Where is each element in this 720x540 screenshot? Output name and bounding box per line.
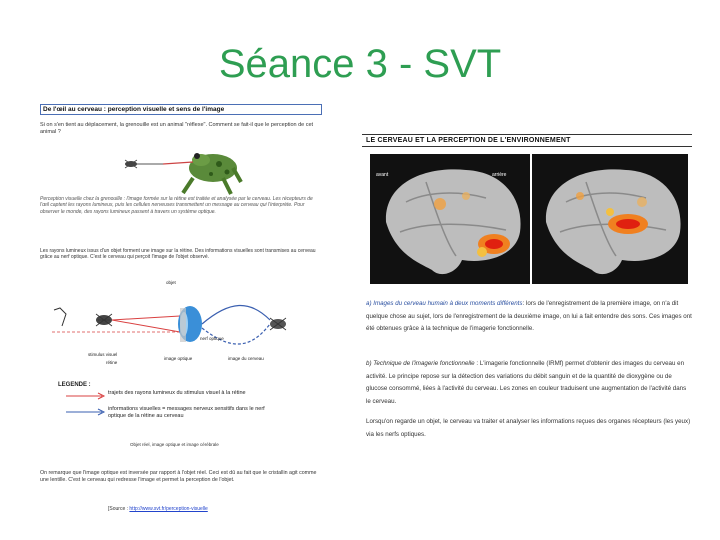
- object-insect-icon: [96, 314, 112, 326]
- label-optic-image: image optique: [164, 356, 193, 361]
- brain-1-back-label: arrière: [492, 172, 507, 178]
- paragraph-a-body: : lors de l'enregistrement de la première image, on n'a dit quelque chose au sujet, lors de l'enregistrement de la deuxième image, on lui a fait entendre des sons. Ces images ont été obtenues grâce à la technique de l'imagerie fonctionnelle.: [366, 300, 692, 332]
- label-nerve: nerf optique: [200, 336, 224, 341]
- brain-1-front-label: avant: [376, 172, 389, 178]
- label-retina: rétine: [106, 360, 118, 365]
- left-doc-paragraph-2: Les rayons lumineux issus d'un objet forment une image sur la rétine. Des informations visuelles sont transmises au cerveau grâce au nerf optique. C'est le cerveau qui perçoit l'image de l'objet observé.: [40, 248, 316, 261]
- left-doc-intro: Si on s'en tient au déplacement, la grenouille est un animal "réflexe". Comment se fait-il que le perception de cet animal ?: [40, 122, 314, 135]
- left-document: [38, 104, 324, 518]
- legend-title: LEGENDE :: [58, 382, 91, 388]
- left-doc-conclusion: On remarque que l'image optique est inversée par rapport à l'objet réel. Ceci est dû au fait que le cristallin agit comme une lentille. C'est le cerveau qui redresse l'image et permet la perception de l'objet.: [40, 470, 317, 483]
- label-stimulus: stimulus visuel: [88, 352, 118, 357]
- figure-caption: Objet réel, image optique et image cérébrale: [130, 442, 219, 447]
- frog-illustration: [123, 138, 243, 198]
- left-doc-paragraph-1: Perception visuelle chez la grenouille : l'image formée sur la rétine est traitée et analysée par le cerveau. Les récepteurs de l'œil captent les rayons lumineux, puis les cellules nerveuses transmettent un message au cerveau qui l'interprète. Pour observer le monde, des rayons lumineux passent à travers un système optique.: [40, 196, 313, 215]
- legend-item-nerve-messages: informations visuelles = messages nerveux sensitifs dans le nerf optique de la rétine au cerveau: [108, 406, 265, 419]
- source-link[interactable]: http://www.svt.fr/perception-visuelle: [129, 506, 208, 512]
- right-doc-paragraph-a: [366, 298, 692, 336]
- left-doc-heading: De l'œil au cerveau : perception visuelle et sens de l'image: [40, 104, 322, 115]
- source-prefix: [Source :: [108, 506, 129, 512]
- legend-red-arrow-icon: [66, 392, 106, 400]
- label-object: objet: [166, 280, 176, 285]
- legend-item-rays: trajets des rayons lumineux du stimulus visuel à la rétine: [108, 390, 246, 396]
- paragraph-b-body: : L'imagerie fonctionnelle (IRMf) permet d'obtenir des images du cerveau en activité. Le principe repose sur la détection des variations du débit sanguin et de la quantité de dioxygène ou de glucose consommé, liées à l'activité du cerveau. Les zones en couleur traduisent une augmentation de l'activité dans le cerveau.: [366, 360, 687, 405]
- brain-scans: [366, 152, 692, 286]
- right-doc-paragraph-b: [366, 358, 692, 408]
- right-doc-heading: LE CERVEAU ET LA PERCEPTION DE L'ENVIRONNEMENT: [362, 134, 692, 147]
- legend-blue-arrow-icon: [66, 408, 106, 416]
- right-doc-paragraph-c: Lorsqu'on regarde un objet, le cerveau va traiter et analyser les informations reçues des organes récepteurs (les yeux) via les nerfs optiques.: [366, 418, 691, 438]
- label-brain-image: image du cerveau: [228, 356, 264, 361]
- slide-title: Séance 3 - SVT: [218, 42, 502, 86]
- vision-diagram: [40, 280, 322, 380]
- paragraph-a-title: a) Images du cerveau humain à deux moments différents: [366, 300, 523, 307]
- paragraph-b-title: b) Technique de l'imagerie fonctionnelle: [366, 360, 475, 367]
- right-document: [362, 130, 692, 438]
- brain-image-insect-icon: [270, 318, 286, 330]
- left-doc-source: [108, 506, 208, 512]
